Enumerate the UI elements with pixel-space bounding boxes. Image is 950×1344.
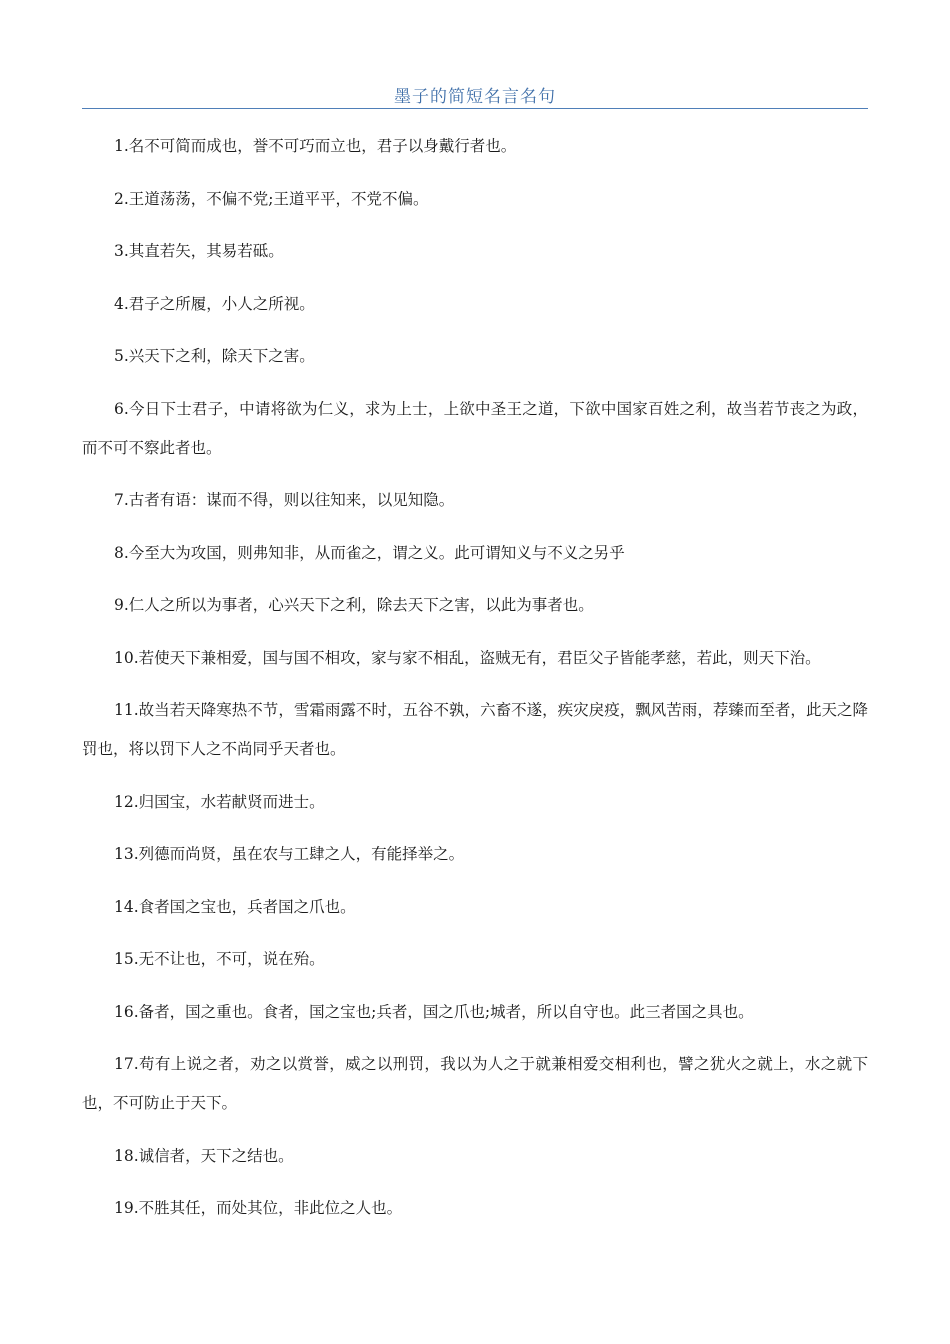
quote-item: 16.备者，国之重也。食者，国之宝也;兵者，国之爪也;城者，所以自守也。此三者国之具也。 [114, 1002, 754, 1021]
quote-item: 1.名不可简而成也，誉不可巧而立也，君子以身戴行者也。 [114, 137, 517, 155]
quote-item: 8.今至大为攻国，则弗知非，从而雀之，谓之义。此可谓知义与不义之另乎 [114, 543, 625, 562]
quote-item: 12.归国宝，水若献贤而进士。 [114, 792, 325, 811]
quote-item: 7.古者有语：谋而不得，则以往知来，以见知隐。 [114, 491, 455, 509]
quote-item: 3.其直若矢，其易若砥。 [114, 242, 284, 260]
quote-item: 10.若使天下兼相爱，国与国不相攻，家与家不相乱，盗贼无有，君臣父子皆能孝慈，若此，则天下治。 [114, 648, 821, 667]
quote-item: 5.兴天下之利，除天下之害。 [114, 347, 315, 365]
page-title: 墨子的简短名言名句 [394, 87, 556, 107]
quote-item: 9.仁人之所以为事者，心兴天下之利，除去天下之害，以此为事者也。 [114, 596, 594, 614]
quote-item: 13.列德而尚贤，虽在农与工肆之人，有能择举之。 [114, 845, 465, 863]
quote-item: 4.君子之所履，小人之所视。 [114, 294, 315, 313]
quote-item: 2.王道荡荡，不偏不党;王道平平，不党不偏。 [114, 189, 429, 208]
quote-list [82, 127, 868, 1242]
quote-item: 19.不胜其任，而处其位，非此位之人也。 [114, 1199, 403, 1217]
quote-item: 17.苟有上说之者，劝之以赏誉，威之以刑罚，我以为人之于就兼相爱交相利也，譬之犹火之就上，水之就下也，不可防止于天下。 [82, 1055, 868, 1112]
quote-item: 18.诚信者，天下之结也。 [114, 1146, 294, 1165]
header-divider [82, 108, 868, 109]
quote-item: 14.食者国之宝也，兵者国之爪也。 [114, 897, 356, 916]
quote-item: 11.故当若天降寒热不节，雪霜雨露不时，五谷不孰，六畜不遂，疾灾戾疫，飘风苦雨，荐臻而至者，此天之降罚也，将以罚下人之不尚同乎天者也。 [82, 701, 868, 758]
quote-item: 6.今日下士君子，中请将欲为仁义，求为上士，上欲中圣王之道，下欲中国家百姓之利，故当若节丧之为政，而不可不察此者也。 [82, 399, 868, 457]
page-header [82, 0, 868, 110]
document-page [82, 0, 868, 1217]
quote-item: 15.无不让也，不可，说在殆。 [114, 950, 325, 968]
